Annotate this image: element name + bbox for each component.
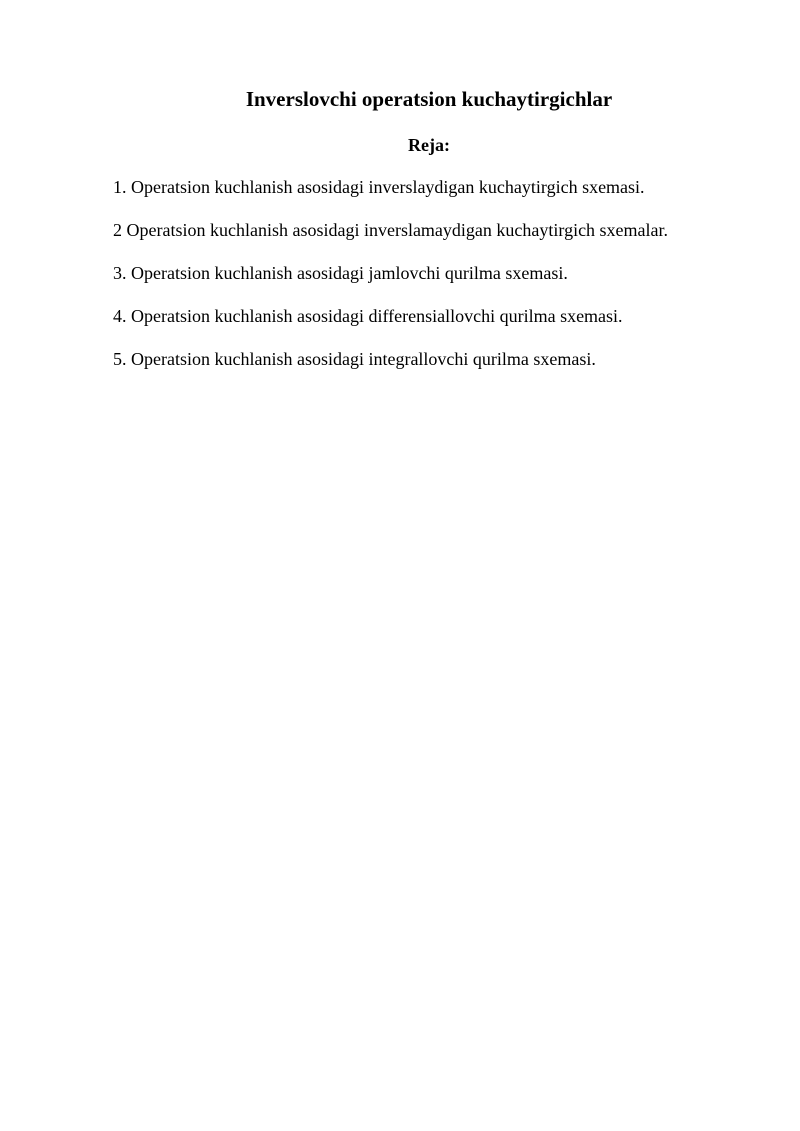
plan-heading: Reja: xyxy=(408,135,450,155)
document-title: Inverslovchi operatsion kuchaytirgichlar xyxy=(245,87,613,111)
plan-list xyxy=(113,176,668,391)
plan-item-3: 3. Operatsion kuchlanish asosidagi jamlovchi qurilma sxemasi. xyxy=(113,263,568,283)
plan-item-5: 5. Operatsion kuchlanish asosidagi integrallovchi qurilma sxemasi. xyxy=(113,349,596,369)
plan-item-1: 1. Operatsion kuchlanish asosidagi inverslaydigan kuchaytirgich sxemasi. xyxy=(113,177,645,197)
plan-item-4: 4. Operatsion kuchlanish asosidagi differensiallovchi qurilma sxemasi. xyxy=(113,306,623,326)
plan-item-2: 2 Operatsion kuchlanish asosidagi inverslamaydigan kuchaytirgich sxemalar. xyxy=(113,220,669,240)
